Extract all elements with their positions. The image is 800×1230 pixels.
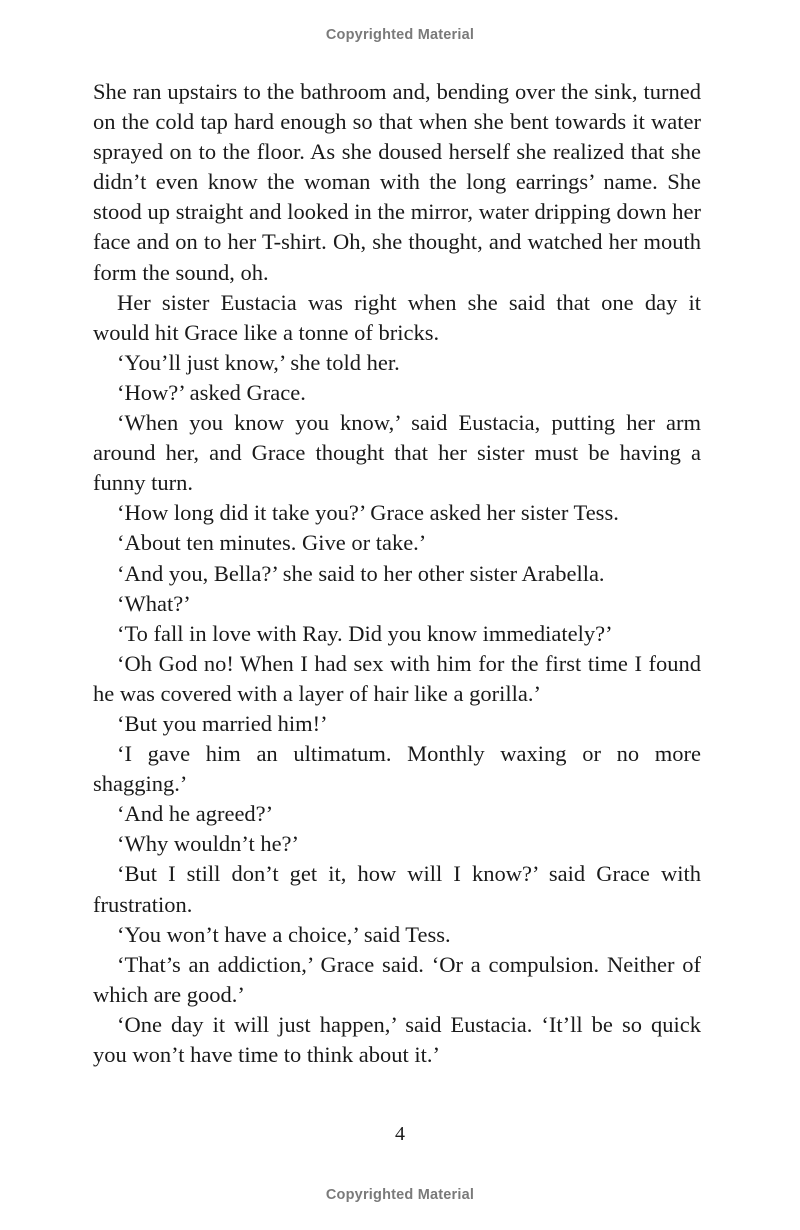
paragraph: ‘One day it will just happen,’ said Eustacia. ‘It’ll be so quick you won’t have time to think about it.’ [93,1011,701,1067]
paragraph: ‘What?’ [117,590,191,616]
paragraph: ‘Oh God no! When I had sex with him for the first time I found he was covered with a layer of hair like a gorilla.’ [93,650,701,706]
paragraph: ‘How long did it take you?’ Grace asked her sister Tess. [117,500,619,526]
paragraph: Her sister Eustacia was right when she said that one day it would hit Grace like a tonne of bricks. [93,289,701,345]
page-body-text [93,77,701,1070]
paragraph: ‘About ten minutes. Give or take.’ [117,530,427,556]
paragraph: ‘That’s an addiction,’ Grace said. ‘Or a compulsion. Neither of which are good.’ [93,951,701,1007]
paragraph: ‘But I still don’t get it, how will I know?’ said Grace with frustration. [93,861,701,917]
paragraph: ‘But you married him!’ [117,710,328,736]
paragraph: She ran upstairs to the bathroom and, bending over the sink, turned on the cold tap hard enough so that when she bent towards it water sprayed on to the floor. As she doused herself she realized that she didn’t even know the woman with the long earrings’ name. She stood up straight and looked in the mirror, water dripping down her face and on to her T-shirt. Oh, she thought, and watched her mouth form the sound, oh. [93,79,701,285]
paragraph: ‘And he agreed?’ [117,801,274,827]
copyright-watermark-top: Copyrighted Material [325,27,475,43]
paragraph: ‘To fall in love with Ray. Did you know immediately?’ [117,620,613,646]
copyright-watermark-bottom: Copyrighted Material [325,1187,475,1203]
paragraph: ‘And you, Bella?’ she said to her other sister Arabella. [117,560,605,586]
paragraph: ‘You won’t have a choice,’ said Tess. [117,921,451,947]
paragraph: ‘Why wouldn’t he?’ [117,831,300,857]
page-number: 4 [395,1123,405,1145]
paragraph: ‘When you know you know,’ said Eustacia, putting her arm around her, and Grace thought that her sister must be having a funny turn. [93,410,701,496]
paragraph: ‘You’ll just know,’ she told her. [117,349,400,375]
paragraph: ‘I gave him an ultimatum. Monthly waxing or no more shagging.’ [93,741,701,797]
paragraph: ‘How?’ asked Grace. [117,379,306,405]
